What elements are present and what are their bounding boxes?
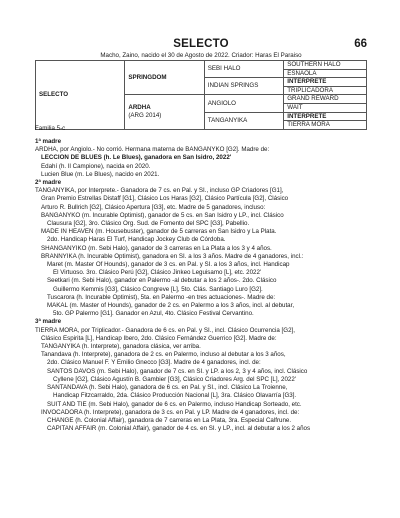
text-line: Clausura [G2], 3ro. Clásico Org. Sud. de Fomento del SPC [G3], Pabellio. xyxy=(47,220,250,228)
text-line: BANGANYKO (m. Incurable Optimist), ganador de 5 cs. en San Isidro y LP., incl. Clásico xyxy=(41,211,284,219)
pedigree-g1: SOUTHERN HALO xyxy=(284,61,367,70)
pedigree-dam-cell xyxy=(125,95,204,129)
dam-produce-text xyxy=(35,138,367,433)
horse-subtitle: Macho, Zaino, nacido el 30 de Agosto de 2022. Criador: Haras El Paraiso xyxy=(100,52,302,59)
pedigree-g8: TIERRA MORA xyxy=(284,121,367,130)
pedigree-dam: ARDHA xyxy=(128,104,151,112)
text-line: Guillermo Kemmis [G3], Clásico Congreve [L], 5to. Clás. Santiago Luro [G2]. xyxy=(53,285,263,293)
text-line: Lucien Blue (m. Le Blues), nacido en 2021. xyxy=(41,170,160,178)
pedigree-horse: SELECTO xyxy=(36,61,125,130)
section-heading: 3ª madre xyxy=(35,318,62,326)
pedigree-dam-sire: ANGIOLO xyxy=(204,95,283,112)
pedigree-g7: INTERPRETE xyxy=(284,112,367,121)
text-line: MAKAL (m. Master of Hounds), ganador de 2 cs. en Palermo a los 3 años, incl. al debutar, xyxy=(47,302,295,310)
horse-title: SELECTO xyxy=(173,38,229,50)
pedigree-table xyxy=(35,60,367,130)
text-line: CAPITAN AFFAIR (m. Colonial Affair), ganador de 4 cs. en SI. y LP., incl. al debutar a los 2 años xyxy=(47,425,311,433)
pedigree-g6: WAIT xyxy=(284,103,367,112)
text-line: BRANNYIKA (h. Incurable Optimist), ganadora en SI. a los 3 años. Madre de 4 ganadores, incl.: xyxy=(41,252,304,260)
text-line: Tanandava (h. Interprete), ganadora de 2 cs. en Palermo, incluso al debutar a los 3 años, xyxy=(41,351,286,359)
text-line: TANGANYIKA (h. Interprete), ganadora clásica, ver arriba. xyxy=(41,343,201,351)
lot-number: 66 xyxy=(354,38,367,50)
text-line: Seetkari (m. Sebi Halo), ganador en Palermo -al debutar a los 2 años-. 2do. Clásico xyxy=(47,277,277,285)
text-line: MADE IN HEAVEN (m. Housebuster), ganador de 5 carreras en San Isidro y La Plata. xyxy=(41,228,277,236)
text-line: CHANGE (h. Colonial Affair), ganadora de 7 carreras en La Plata, 3ra. Especial Calfrune. xyxy=(47,416,292,424)
text-line: Cyllene [G2], Clásico Agustín B. Gambier [G3], Clásico Criadores Arg. del SPC [L], 2022' xyxy=(53,375,296,383)
pedigree-g5: GRAND REWARD xyxy=(284,95,367,104)
section-heading: 2ª madre xyxy=(35,179,62,187)
section-heading: 1ª madre xyxy=(35,138,62,145)
pedigree-g2: ESNAOLA xyxy=(284,69,367,78)
text-line: ARDHA, por Angiolo.- No corrió. Hermana materna de BANGANYKO [G2]. Madre de: xyxy=(35,146,270,154)
text-line: INVOCADORA (h. Interprete), ganadora de 3 cs. en Pal. y LP. Madre de 4 ganadores, incl. de: xyxy=(41,408,300,416)
text-line: Edahí (h. Il Campione), nacida en 2020. xyxy=(41,162,151,170)
pedigree-g3: INTERPRETE xyxy=(284,78,367,87)
text-line: 2do. Handicap Haras El Turf, Handicap Jockey Club de Córdoba. xyxy=(47,236,226,244)
text-line: Handicap Fitzcarraldo, 2da. Clásico Producción Nacional [L], 3ra. Clásico Olavarría [G3]. xyxy=(53,392,297,400)
text-line: Clásico Espirita [L], Handicap Ibero, 2do. Clásico Fernández Guerrico [G2]. Madre de: xyxy=(41,334,277,342)
pedigree-sire-dam: INDIAN SPRINGS xyxy=(204,78,283,95)
text-line: SANTANDAVA (h. Sebi Halo), ganadora de 6 cs. en Pal. y SI., incl. Clásico La Troienne, xyxy=(47,384,288,392)
text-line: SUIT AND TIE (m. Sebi Halo), ganador de 6 cs. en Palermo, incluso Handicap Sorteado, etc. xyxy=(47,400,302,408)
page-header xyxy=(35,0,367,59)
text-line: Arturo R. Bullrich [G2], Clásico Apertura [G3], etc. Madre de 5 ganadores, incluso: xyxy=(41,203,266,211)
pedigree-dam-year: (ARG 2014) xyxy=(128,112,162,120)
text-line: TANGANYIKA, por Interprete.- Ganadora de 7 cs. en Pal. y SI., incluso GP Criadores [G1], xyxy=(35,187,284,195)
text-line: TIERRA MORA, por Triplicador.- Ganadora de 6 cs. en Pal. y SI., incl. Clásico Ocurrencia [G2], xyxy=(35,326,295,334)
family-label: Familia 5-c xyxy=(35,125,66,132)
pedigree-sire-sire: SEBI HALO xyxy=(204,61,283,78)
text-line: SHANGANYIKO (m. Sebi Halo), ganador de 3 carreras en La Plata a los 3 y 4 años. xyxy=(41,244,272,252)
text-line: 2do. Clásico Manuel F. Y Emilio Gnecco [G3]. Madre de 4 ganadores, incl. de: xyxy=(47,359,261,367)
text-line: LECCION DE BLUES (h. Le Blues), ganadora en San Isidro, 2022' xyxy=(41,154,232,162)
text-line: Tuscarora (h. Incurable Optimist), 5ta. en Palermo -en tres actuaciones-. Madre de: xyxy=(47,293,276,301)
pedigree-sire: SPRINGDOM xyxy=(125,61,204,95)
text-line: Maret (m. Master Of Hounds), ganador de 3 cs. en Pal. y SI. a los 3 años, incl. Handicap xyxy=(47,261,290,269)
pedigree-g4: TRIPLICADORA xyxy=(284,86,367,95)
text-line: 5to. GP Palermo [G1]. Ganador en Azul, 4to. Clásico Festival Cervantino. xyxy=(53,310,254,318)
pedigree-dam-dam: TANGANYIKA xyxy=(204,112,283,129)
text-line: SANTOS DAVOS (m. Sebi Halo), ganador de 7 cs. en SI. y LP. a los 2, 3 y 4 años, incl. Clásico xyxy=(47,367,308,375)
text-line: El Virtuoso. 3ro. Clásico Perú [G2], Clásico Jinkeo Leguisamo [L], etc. 2022' xyxy=(53,269,262,277)
text-line: Gran Premio Estrellas Distaff [G1], Clásico Los Haras [G2], Clásico Partícula [G2], Clásico xyxy=(41,195,289,203)
